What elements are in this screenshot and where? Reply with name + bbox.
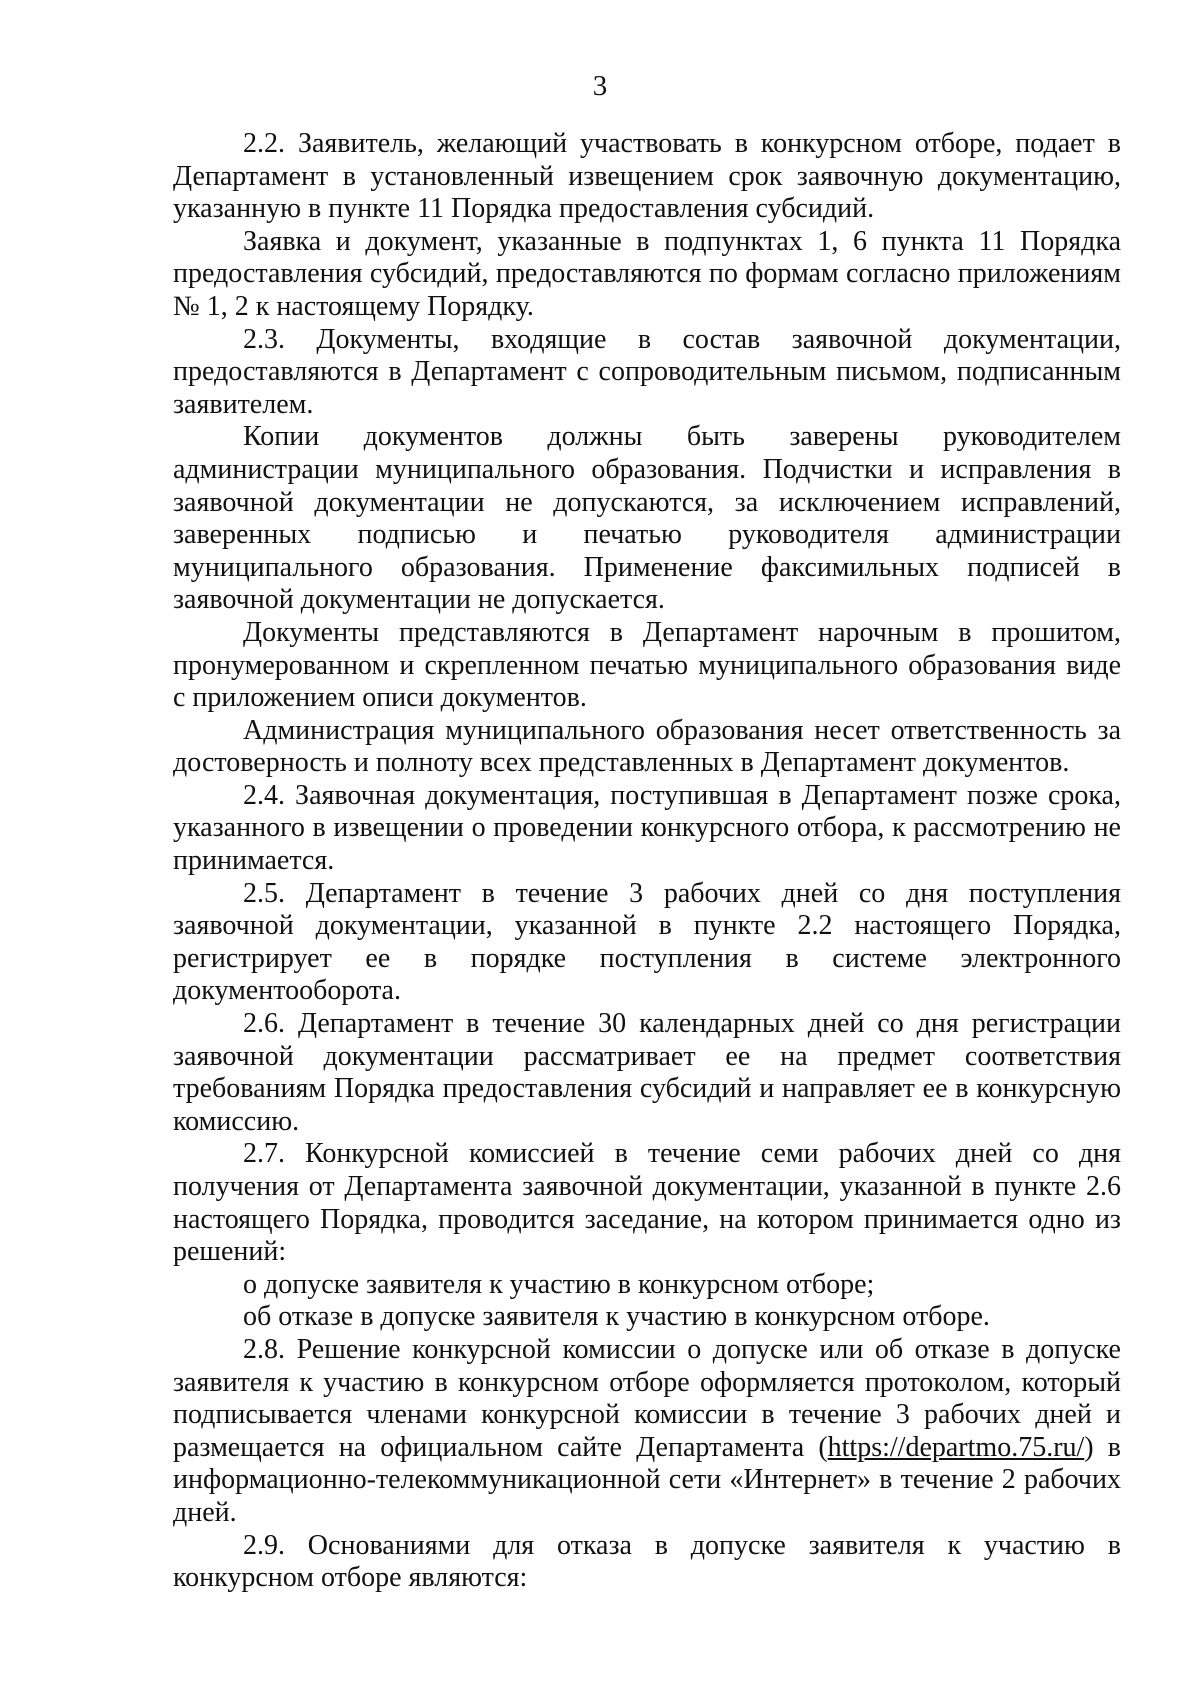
paragraph-2-8 (173, 1334, 1121, 1530)
paragraph-copies: Копии документов должны быть заверены руководителем администрации муниципального образования. Подчистки и исправления в заявочной документации не допускаются, за исключением исправлений, заверенных подписью и печатью руководителя администрации муниципального образования. Применение факсимильных подписей в заявочной документации не допускается. (173, 421, 1121, 616)
paragraph-2-8-text-end: ) в информационно-телекоммуникационной сети «Интернет» в течение 2 рабочих дней. (173, 1431, 1122, 1528)
paragraph-2-7: 2.7. Конкурсной комиссией в течение семи рабочих дней со дня получения от Департамента заявочной документации, указанной в пункте 2.6 настоящего Порядка, проводится заседание, на котором принимается одно из решений: (173, 1138, 1121, 1268)
paragraph-2-3: 2.3. Документы, входящие в состав заявочной документации, предоставляются в Департамент с сопроводительным письмом, подписанным заявителем. (173, 323, 1121, 420)
paragraph-2-5: 2.5. Департамент в течение 3 рабочих дней со дня поступления заявочной документации, указанной в пункте 2.2 настоящего Порядка, регистрирует ее в порядке поступления в системе электронного документооборота. (173, 877, 1121, 1007)
decision-admit: о допуске заявителя к участию в конкурсном отборе; (243, 1268, 875, 1300)
page-number: 3 (592, 70, 608, 102)
paragraph-2-8-text-start: 2.8. Решение конкурсной комиссии о допуске или об отказе в допуске заявителя к участию в конкурсном отборе оформляется протоколом, который подписывается членами конкурсной комиссии в течение 3 рабочих дней и размещается на официальном сайте Департамента ( (173, 1333, 1121, 1463)
paragraph-responsibility: Администрация муниципального образования несет ответственность за достоверность и полноту всех представленных в Департамент документов. (173, 714, 1121, 779)
paragraph-delivery: Документы представляются в Департамент нарочным в прошитом, пронумерованном и скрепленном печатью муниципального образования виде с приложением описи документов. (173, 616, 1121, 714)
paragraph-2-9: 2.9. Основаниями для отказа в допуске заявителя к участию в конкурсном отборе являются: (173, 1529, 1121, 1594)
document-body (173, 128, 1121, 1595)
paragraph-2-6: 2.6. Департамент в течение 30 календарных дней со дня регистрации заявочной документации рассматривает ее на предмет соответствия требованиям Порядка предоставления субсидий и направляет ее в конкурсную комиссию. (173, 1008, 1121, 1137)
paragraph-2-2: 2.2. Заявитель, желающий участвовать в конкурсном отборе, подает в Департамент в установленный извещением срок заявочную документацию, указанную в пункте 11 Порядка предоставления субсидий. (173, 128, 1121, 225)
department-website-link[interactable]: https://departmo.75.ru/ (827, 1431, 1085, 1463)
decision-refuse: об отказе в допуске заявителя к участию в конкурсном отборе. (243, 1301, 990, 1333)
paragraph-2-4: 2.4. Заявочная документация, поступившая в Департамент позже срока, указанного в извещении о проведении конкурсного отбора, к рассмотрению не принимается. (173, 779, 1121, 877)
paragraph-forms: Заявка и документ, указанные в подпунктах 1, 6 пункта 11 Порядка предоставления субсидий, предоставляются по формам согласно приложениям № 1, 2 к настоящему Порядку. (173, 225, 1121, 322)
